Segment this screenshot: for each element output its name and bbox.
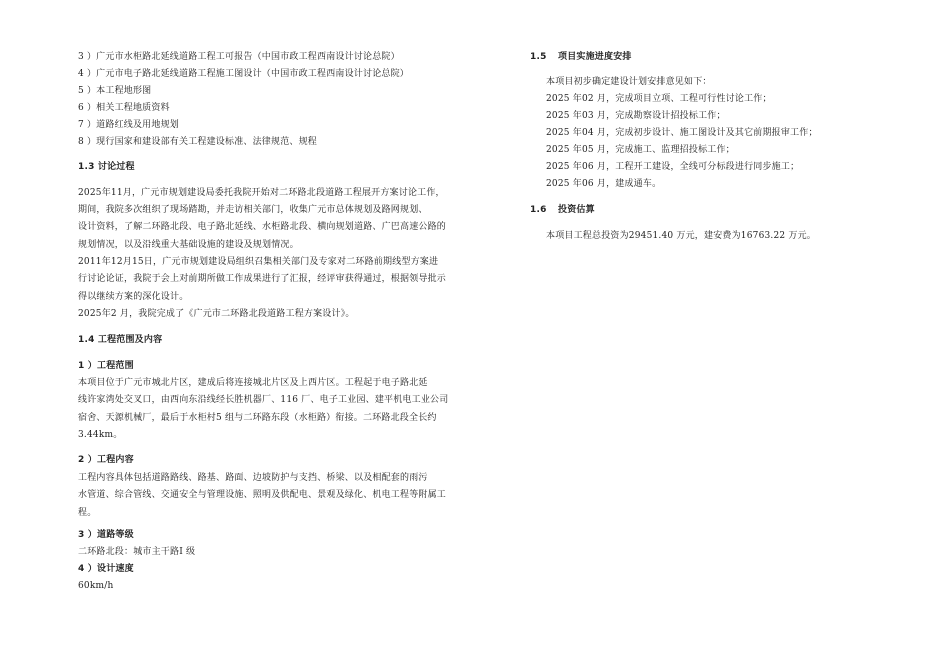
scope-line4: 3.44km。 — [78, 430, 123, 440]
subsection-design-speed-heading: 4 ）设计速度 — [78, 564, 134, 574]
reference-item-8: 8 ）现行国家和建设部有关工程建设标准、法律规范、规程 — [78, 137, 317, 147]
s13-p1-line4: 规划情况，以及沿线重大基础设施的建设及规划情况。 — [78, 240, 299, 250]
reference-item-5: 5 ）本工程地形图 — [78, 86, 152, 96]
section-1-5-title: 项目实施进度安排 — [558, 52, 632, 62]
section-1-5-number: 1.5 — [530, 52, 547, 62]
road-grade-text: 二环路北段：城市主干路Ⅰ 级 — [78, 547, 196, 557]
subsection-road-grade-heading: 3 ）道路等级 — [78, 530, 134, 540]
content-line3: 程。 — [78, 508, 97, 518]
subsection-content-heading: 2 ）工程内容 — [78, 455, 134, 465]
scope-line1: 本项目位于广元市城北片区，建成后将连接城北片区及上西片区。工程起于电子路北延 — [78, 378, 428, 388]
s13-p2-line2: 行讨论论证，我院于会上对前期所做工作成果进行了汇报，经评审获得通过，根据领导批示 — [78, 274, 447, 284]
subsection-scope-heading: 1 ）工程范围 — [78, 361, 134, 371]
s13-p2-line1: 2011年12月15日，广元市规划建设局组织召集相关部门及专家对二环路前期线型方案进 — [78, 257, 439, 267]
s13-p1-line1: 2025年11月，广元市规划建设局委托我院开始对二环路北段道路工程展开方案讨论工作， — [78, 188, 445, 198]
design-speed-text: 60km/h — [78, 581, 114, 591]
schedule-item-6: 2025 年06 月，建成通车。 — [546, 179, 662, 189]
reference-item-3: 3 ）广元市水柜路北延线道路工程工可报告（中国市政工程西南设计讨论总院） — [78, 52, 400, 62]
schedule-item-1: 2025 年02 月，完成项目立项、工程可行性讨论工作； — [546, 94, 772, 104]
scope-line3: 宿舍、天源机械厂，最后于水柜村5 组与二环路东段（水柜路）衔接。二环路北段全长约 — [78, 413, 437, 423]
schedule-item-2: 2025 年03 月，完成勘察设计招投标工作； — [546, 111, 726, 121]
investment-estimate-text: 本项目工程总投资为29451.40 万元，建安费为16763.22 万元。 — [546, 231, 817, 241]
content-line1: 工程内容具体包括道路路线、路基、路面、边坡防护与支挡、桥梁、以及相配套的雨污 — [78, 473, 428, 483]
s13-p1-line3: 设计资料，了解二环路北段、电子路北延线、水柜路北段、横向规划道路、广巴高速公路的 — [78, 222, 447, 232]
schedule-item-3: 2025 年04 月，完成初步设计、施工图设计及其它前期报审工作； — [546, 128, 818, 138]
reference-item-7: 7 ）道路红线及用地规划 — [78, 120, 179, 130]
s13-p1-line2: 期间，我院多次组织了现场踏勘，并走访相关部门，收集广元市总体规划及路网规划、 — [78, 205, 428, 215]
section-1-6-number: 1.6 — [530, 205, 547, 215]
s13-p2-line3: 得以继续方案的深化设计。 — [78, 292, 189, 302]
schedule-intro: 本项目初步确定建设计划安排意见如下： — [546, 77, 712, 87]
section-1-4-heading: 1.4 工程范围及内容 — [78, 335, 163, 345]
reference-item-6: 6 ）相关工程地质资料 — [78, 103, 170, 113]
schedule-item-5: 2025 年06 月，工程开工建设，全线可分标段进行同步施工； — [546, 162, 800, 172]
schedule-item-4: 2025 年05 月，完成施工、监理招投标工作； — [546, 145, 735, 155]
section-1-3-heading: 1.3 讨论过程 — [78, 162, 135, 172]
s13-p3: 2025年2 月，我院完成了《广元市二环路北段道路工程方案设计》。 — [78, 309, 355, 319]
scope-line2: 线许家湾处交叉口，由西向东沿线经长胜机器厂、116 厂、电子工业园、建平机电工业公司 — [78, 395, 449, 405]
content-line2: 水管道、综合管线、交通安全与管理设施、照明及供配电、景观及绿化、机电工程等附属工 — [78, 490, 447, 500]
reference-item-4: 4 ）广元市电子路北延线道路工程施工图设计（中国市政工程西南设计讨论总院） — [78, 69, 409, 79]
section-1-6-title: 投资估算 — [558, 205, 595, 215]
